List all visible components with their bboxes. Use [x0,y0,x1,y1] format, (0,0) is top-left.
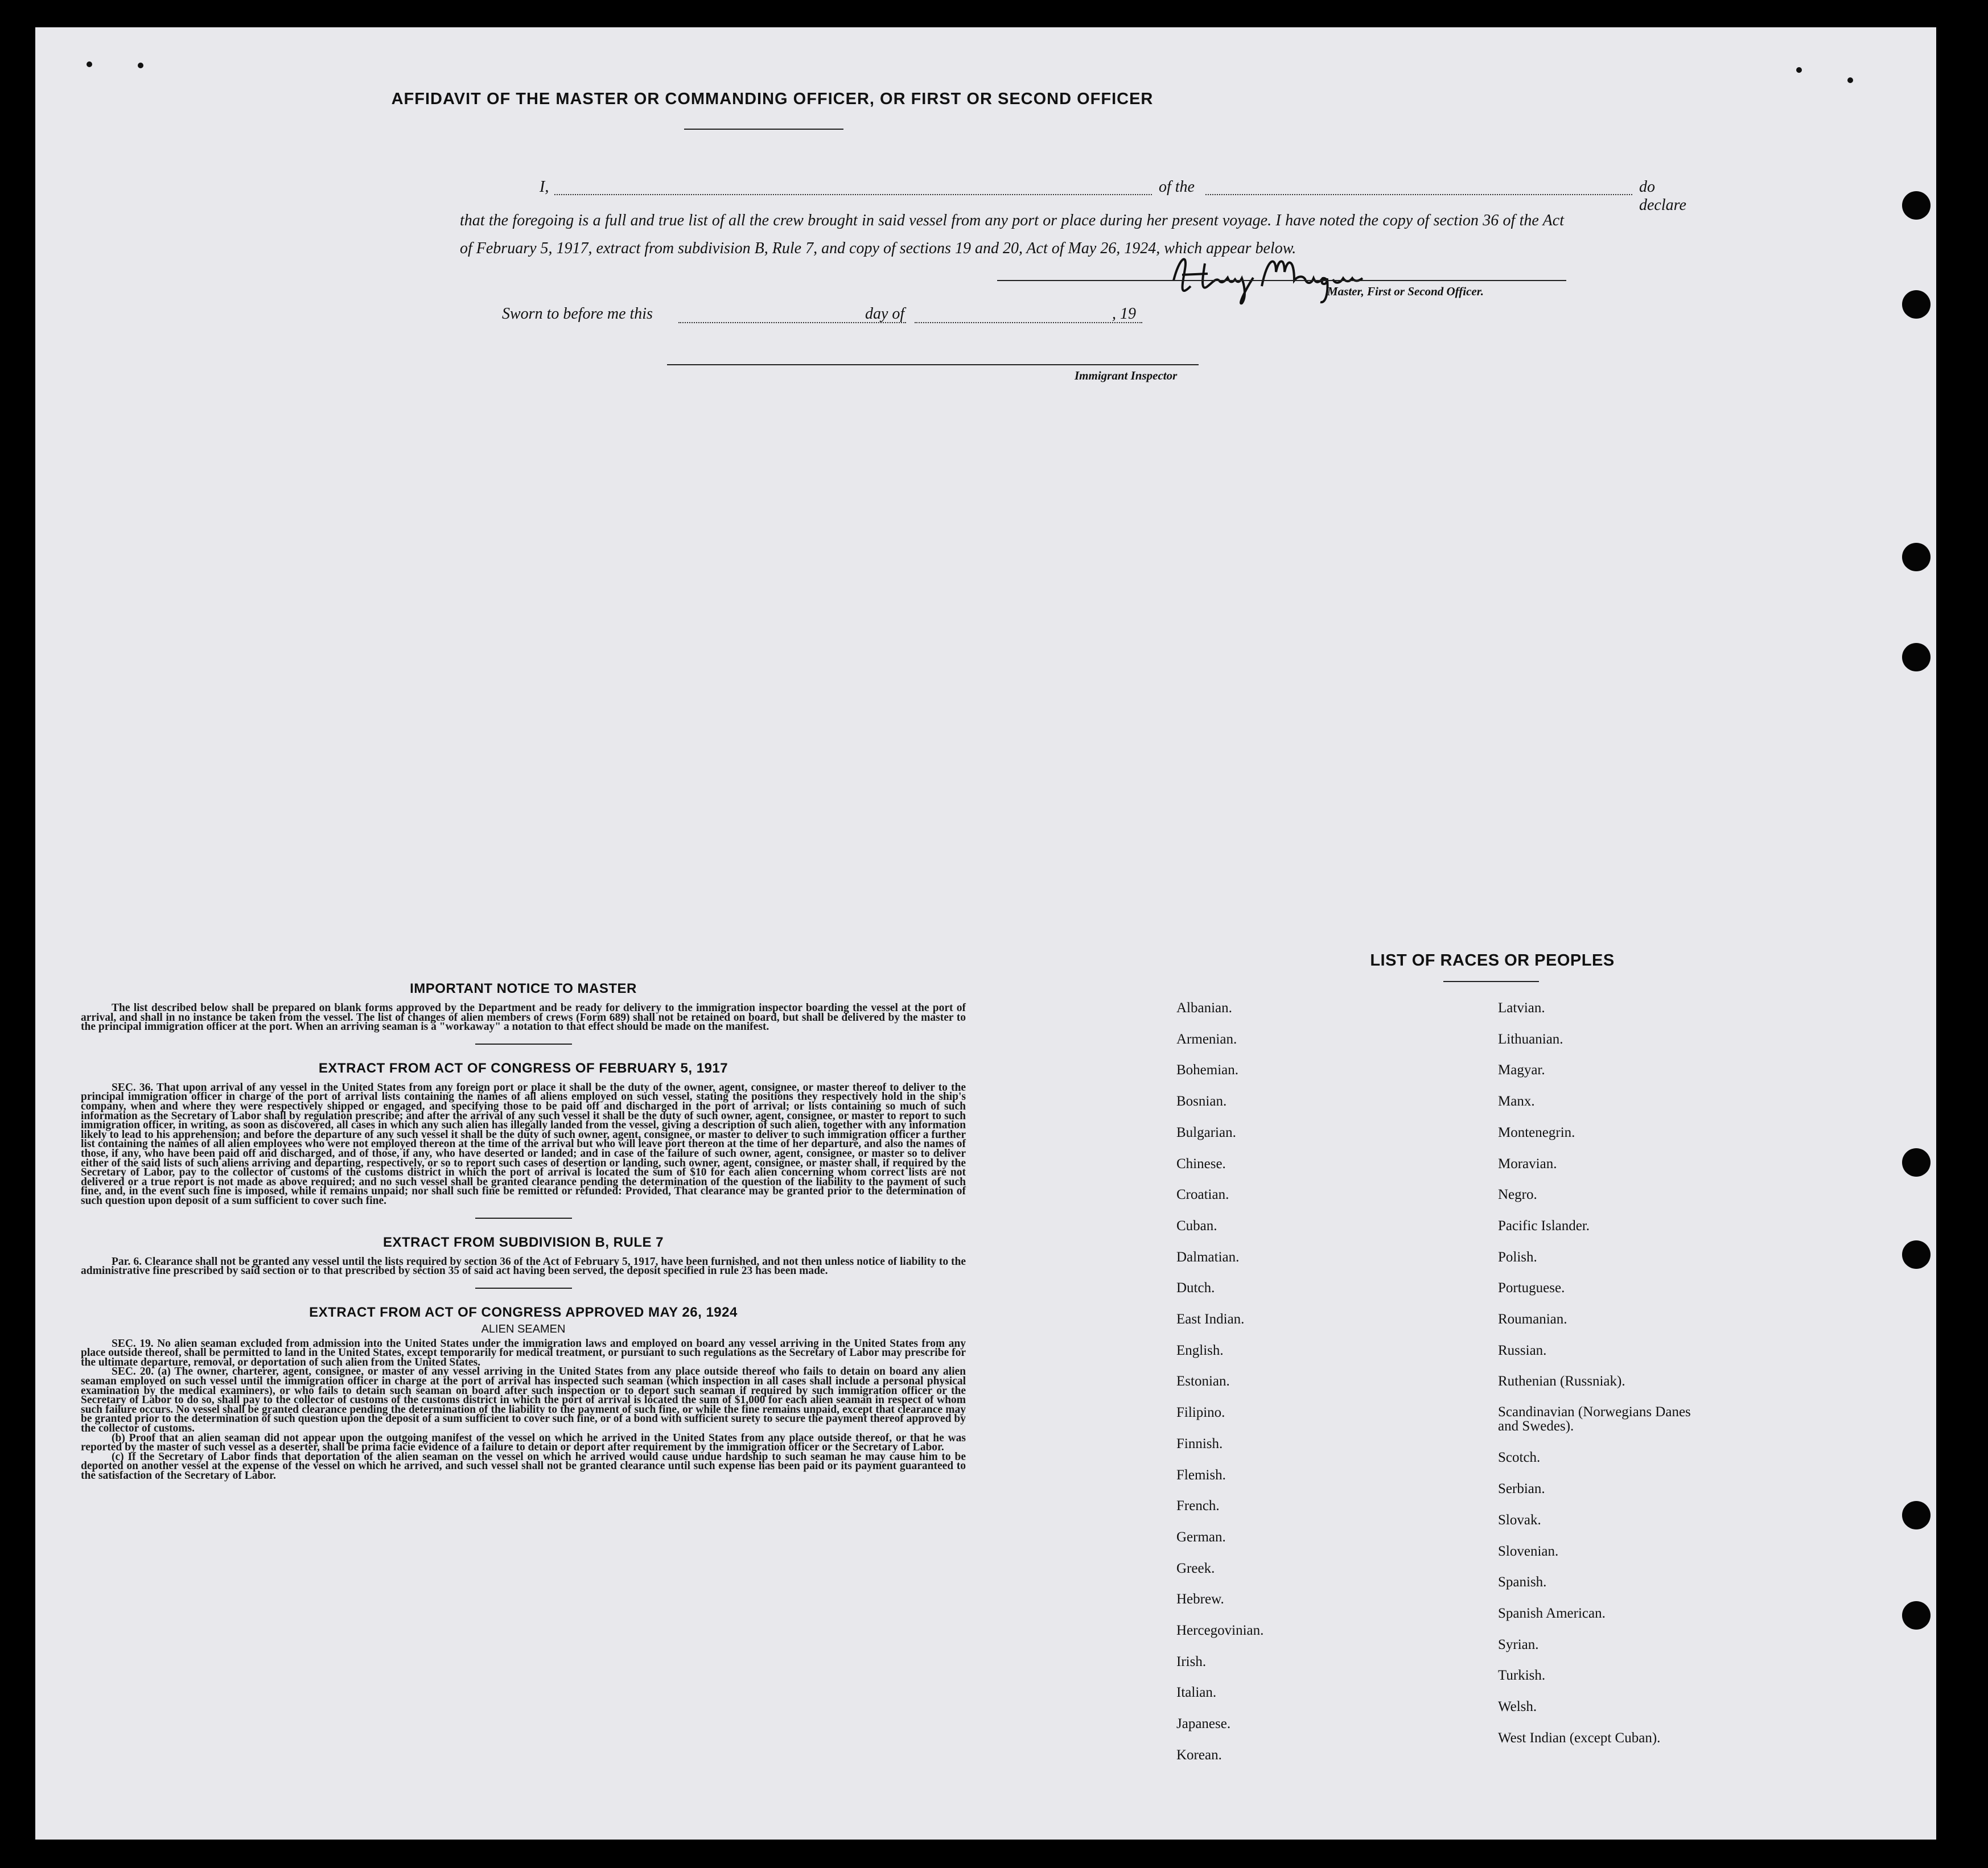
divider [475,1044,572,1045]
notice-title: IMPORTANT NOTICE TO MASTER [410,981,637,996]
race-item: Montenegrin. [1498,1124,1575,1140]
race-item: West Indian (except Cuban). [1498,1730,1661,1746]
inspector-label: Immigrant Inspector [1075,369,1178,382]
race-item: Hebrew. [1176,1591,1224,1607]
race-item: Welsh. [1498,1699,1537,1714]
speck [87,61,92,67]
race-item: Spanish American. [1498,1605,1606,1621]
extract-1924-subtitle: ALIEN SEAMEN [481,1322,566,1335]
race-item: Cuban. [1176,1218,1217,1234]
race-item: French. [1176,1498,1220,1514]
extract-1924-title: EXTRACT FROM ACT OF CONGRESS APPROVED MAY 26, 1924 [309,1304,738,1320]
signature-label: Master, First or Second Officer. [1327,284,1484,298]
form-sheet [35,27,1936,1840]
name-blank[interactable] [554,194,1152,195]
binder-hole [1902,1148,1931,1177]
speck [1847,77,1853,83]
race-item: Latvian. [1498,1000,1545,1016]
notice-body: The list described below shall be prepared on blank forms approved by the Department and be ready for delivery to the immigration inspector boarding the vessel at the port of arrival, and shall in no instance be taken from the vessel. The list of changes of alien members of crews (Form 689) shall not be retained on board, but shall be delivered by the master to the principal immigration officer at the port. When an arriving seaman is a "workaway" a notation to that effect should be made on the manifest. [81,1002,966,1033]
race-item: German. [1176,1529,1226,1545]
race-item: Irish. [1176,1653,1207,1669]
race-item: Portuguese. [1498,1280,1565,1296]
sec20c-body: (c) If the Secretary of Labor finds that deportation of the alien seaman on the vessel on which he arrived would cause undue hardship to such seaman he may cause him to be deported on another vessel at the expense of the vessel on which he arrived, and such vessel shall not be granted clearance until such expense has been paid or its payment guaranteed to the satisfaction of the Secretary of Labor. [81,1450,966,1482]
race-item: Bulgarian. [1176,1124,1236,1140]
race-item: Flemish. [1176,1467,1226,1483]
signature-line [997,280,1566,281]
speck [1796,67,1802,73]
race-item: Hercegovinian. [1176,1623,1264,1638]
binder-hole [1902,1501,1931,1529]
inspector-line [667,364,1199,365]
vessel-blank[interactable] [1205,194,1632,195]
race-item: Slovak. [1498,1512,1541,1528]
year-label: , 19 [1112,305,1136,323]
race-item: Slovenian. [1498,1543,1559,1559]
race-item: Croatian. [1176,1187,1229,1203]
race-item: Roumanian. [1498,1312,1567,1327]
of-the-label: of the [1159,178,1195,196]
binder-hole [1902,1240,1931,1269]
affidavit-body: that the foregoing is a full and true list of all the crew brought in said vessel from any port or place during her present voyage. I have noted the copy of section 36 of the Act of February 5, 1917, extract from subdivision B, Rule 7, and copy of sections 19 and 20, Act of May 26, 1924, which appear below. [460,212,1564,257]
extract-rule7-title: EXTRACT FROM SUBDIVISION B, RULE 7 [382,1234,664,1250]
extract-1917-title: EXTRACT FROM ACT OF CONGRESS OF FEBRUARY 5, 1917 [318,1060,728,1076]
title-underline [684,129,843,130]
race-item: Syrian. [1498,1636,1539,1652]
sworn-label: Sworn to before me this [502,305,653,323]
race-item: Russian. [1498,1342,1547,1358]
race-item: Manx. [1498,1094,1535,1110]
notices-column [81,981,966,1481]
race-item: Dutch. [1176,1280,1215,1296]
race-item: Bosnian. [1176,1094,1227,1110]
binder-hole [1902,543,1931,571]
binder-hole [1902,290,1931,319]
master-signature [1162,246,1384,312]
race-item: Polish. [1498,1249,1537,1265]
sec19-body: SEC. 19. No alien seaman excluded from admission into the United States under the immigration laws and employed on board any vessel arriving in the United States from any place outside thereof, shall be permitted to land in the United States, except temporarily for medical treatment, or pursuant to such regulations as the Secretary of Labor may prescribe for the ultimate departure, removal, or deportation of such alien from the United States. [81,1337,966,1368]
race-item: Spanish. [1498,1574,1547,1590]
sworn-month-blank[interactable] [915,322,1142,323]
race-item: Chinese. [1176,1156,1226,1172]
race-item: Magyar. [1498,1062,1545,1078]
extract-1917-body: SEC. 36. That upon arrival of any vessel in the United States from any foreign port or place it shall be the duty of the owner, agent, consignee, or master thereof to deliver to the principal immigration officer in charge of the port of arrival lists containing the names of all aliens employed on such vessel, stating the positions they respectively hold in the ship's company, when and where they were respectively shipped or engaged, and specifying those to be paid off and discharged in the port of arrival; or lists containing so much of such information as the Secretary of Labor shall by regulation prescribe; and after the arrival of any such vessel it shall be the duty of such owner, agent, consignee, or master to report to such immigration officer, in writing, as soon as discovered, all cases in which any such alien has illegally landed from the vessel, giving a description of such alien, together with any information likely to lead to his apprehension; and before the departure of any such vessel it shall be the duty of such owner, agent, consignee, or master to deliver to such immigration officer a further list containing the names of all alien employees who were not employed thereon at the time of the arrival but who will leave port thereon at the time of her departure, and also the names of those, if any, who have been paid off and discharged, and of those, if any, who have deserted or landed; and in case of the failure of such owner, agent, consignee, or master so to deliver either of the said lists of such aliens arriving and departing, respectively, or so to report such cases of desertion or landing, such owner, agent, consignee, or master shall, if required by the Secretary of Labor, pay to the collector of customs of the customs district in which the port of arrival is located the sum of $10 for each alien concerning whom correct lists are not delivered or a true report is not made as above required; and no such vessel shall be granted clearance pending the determination of the question of the liability to the payment of such fine, and, in the event such fine is imposed, while it remains unpaid; nor shall such fine be remitted or refunded: Provided, That clearance may be granted prior to the determination of such question upon deposit of a sum sufficient to cover such fine. [81,1081,966,1207]
race-item: Scotch. [1498,1450,1541,1466]
race-item: Japanese. [1176,1716,1231,1732]
speck [138,63,143,68]
sec20a-body: SEC. 20. (a) The owner, charterer, agent, consignee, or master of any vessel arriving in the United States from any place outside thereof who fails to detain on board any alien seaman employed on such vessel until the immigration officer in charge at the port of arrival has inspected such seaman (which inspection in all cases shall include a personal physical examination by the medical examiners), or who fails to detain such seaman on board after such inspection or to deport such seaman if required by such immigration officer or the Secretary of Labor to do so, shall pay to the collector of customs of the customs district in which the port of arrival is located the sum of $1,000 for each alien seaman in respect of whom such failure occurs. No vessel shall be granted clearance pending the determination of the liability to the payment of such fine, or while the fine remains unpaid, except that clearance may be granted prior to the determination of such question upon the deposit of a sum sufficient to cover such fine, or of a bond with sufficient surety to secure the payment thereof approved by the collector of customs. [81,1366,966,1435]
binder-hole [1902,1601,1931,1630]
race-item: English. [1176,1342,1224,1358]
declaration-line [460,178,1686,214]
divider [475,1288,572,1289]
extract-rule7-body: Par. 6. Clearance shall not be granted any vessel until the lists required by section 36 of the Act of February 5, 1917, have been furnished, and not then unless notice of liability to the administrative fine prescribed by said section or to that prescribed by section 35 of said act having been served, the deposit specified in rule 23 has been made. [81,1255,966,1277]
race-item: Greek. [1176,1560,1215,1576]
race-item: Pacific Islander. [1498,1218,1590,1234]
races-title: LIST OF RACES OR PEOPLES [1370,951,1615,970]
race-item: East Indian. [1176,1312,1245,1327]
divider [475,1218,572,1219]
i-label: I, [540,178,549,196]
race-item: Italian. [1176,1685,1217,1701]
race-item: Ruthenian (Russniak). [1498,1374,1625,1389]
signature-image [1162,246,1384,309]
race-item: Albanian. [1176,1000,1232,1016]
race-item: Korean. [1176,1747,1222,1763]
race-item: Filipino. [1176,1405,1225,1421]
race-item: Lithuanian. [1498,1031,1563,1047]
race-item: Scandinavian (Norwegians Danes and Swedes). [1498,1404,1691,1434]
race-item: Moravian. [1498,1156,1557,1172]
races-title-underline [1443,981,1539,982]
binder-hole [1902,643,1931,671]
binder-hole [1902,191,1931,220]
race-item: Finnish. [1176,1436,1223,1451]
do-declare-label: do declare [1639,178,1686,214]
race-item: Serbian. [1498,1481,1545,1497]
race-item: Dalmatian. [1176,1249,1240,1265]
race-item: Estonian. [1176,1374,1230,1389]
affidavit-title: AFFIDAVIT OF THE MASTER OR COMMANDING OFFICER, OR FIRST OR SECOND OFFICER [391,90,1154,108]
race-item: Turkish. [1498,1668,1546,1684]
race-item: Negro. [1498,1187,1537,1203]
sec20b-body: (b) Proof that an alien seaman did not appear upon the outgoing manifest of the vessel on which he arrived in the United States from any place outside thereof, or that he was reported by the master of such vessel as a deserter, shall be prima facie evidence of a failure to detain or deport after requirement by the immigration officer or the Secretary of Labor. [81,1432,966,1454]
day-of-label: day of [865,305,905,323]
race-item: Armenian. [1176,1031,1237,1047]
race-item: Bohemian. [1176,1062,1239,1078]
